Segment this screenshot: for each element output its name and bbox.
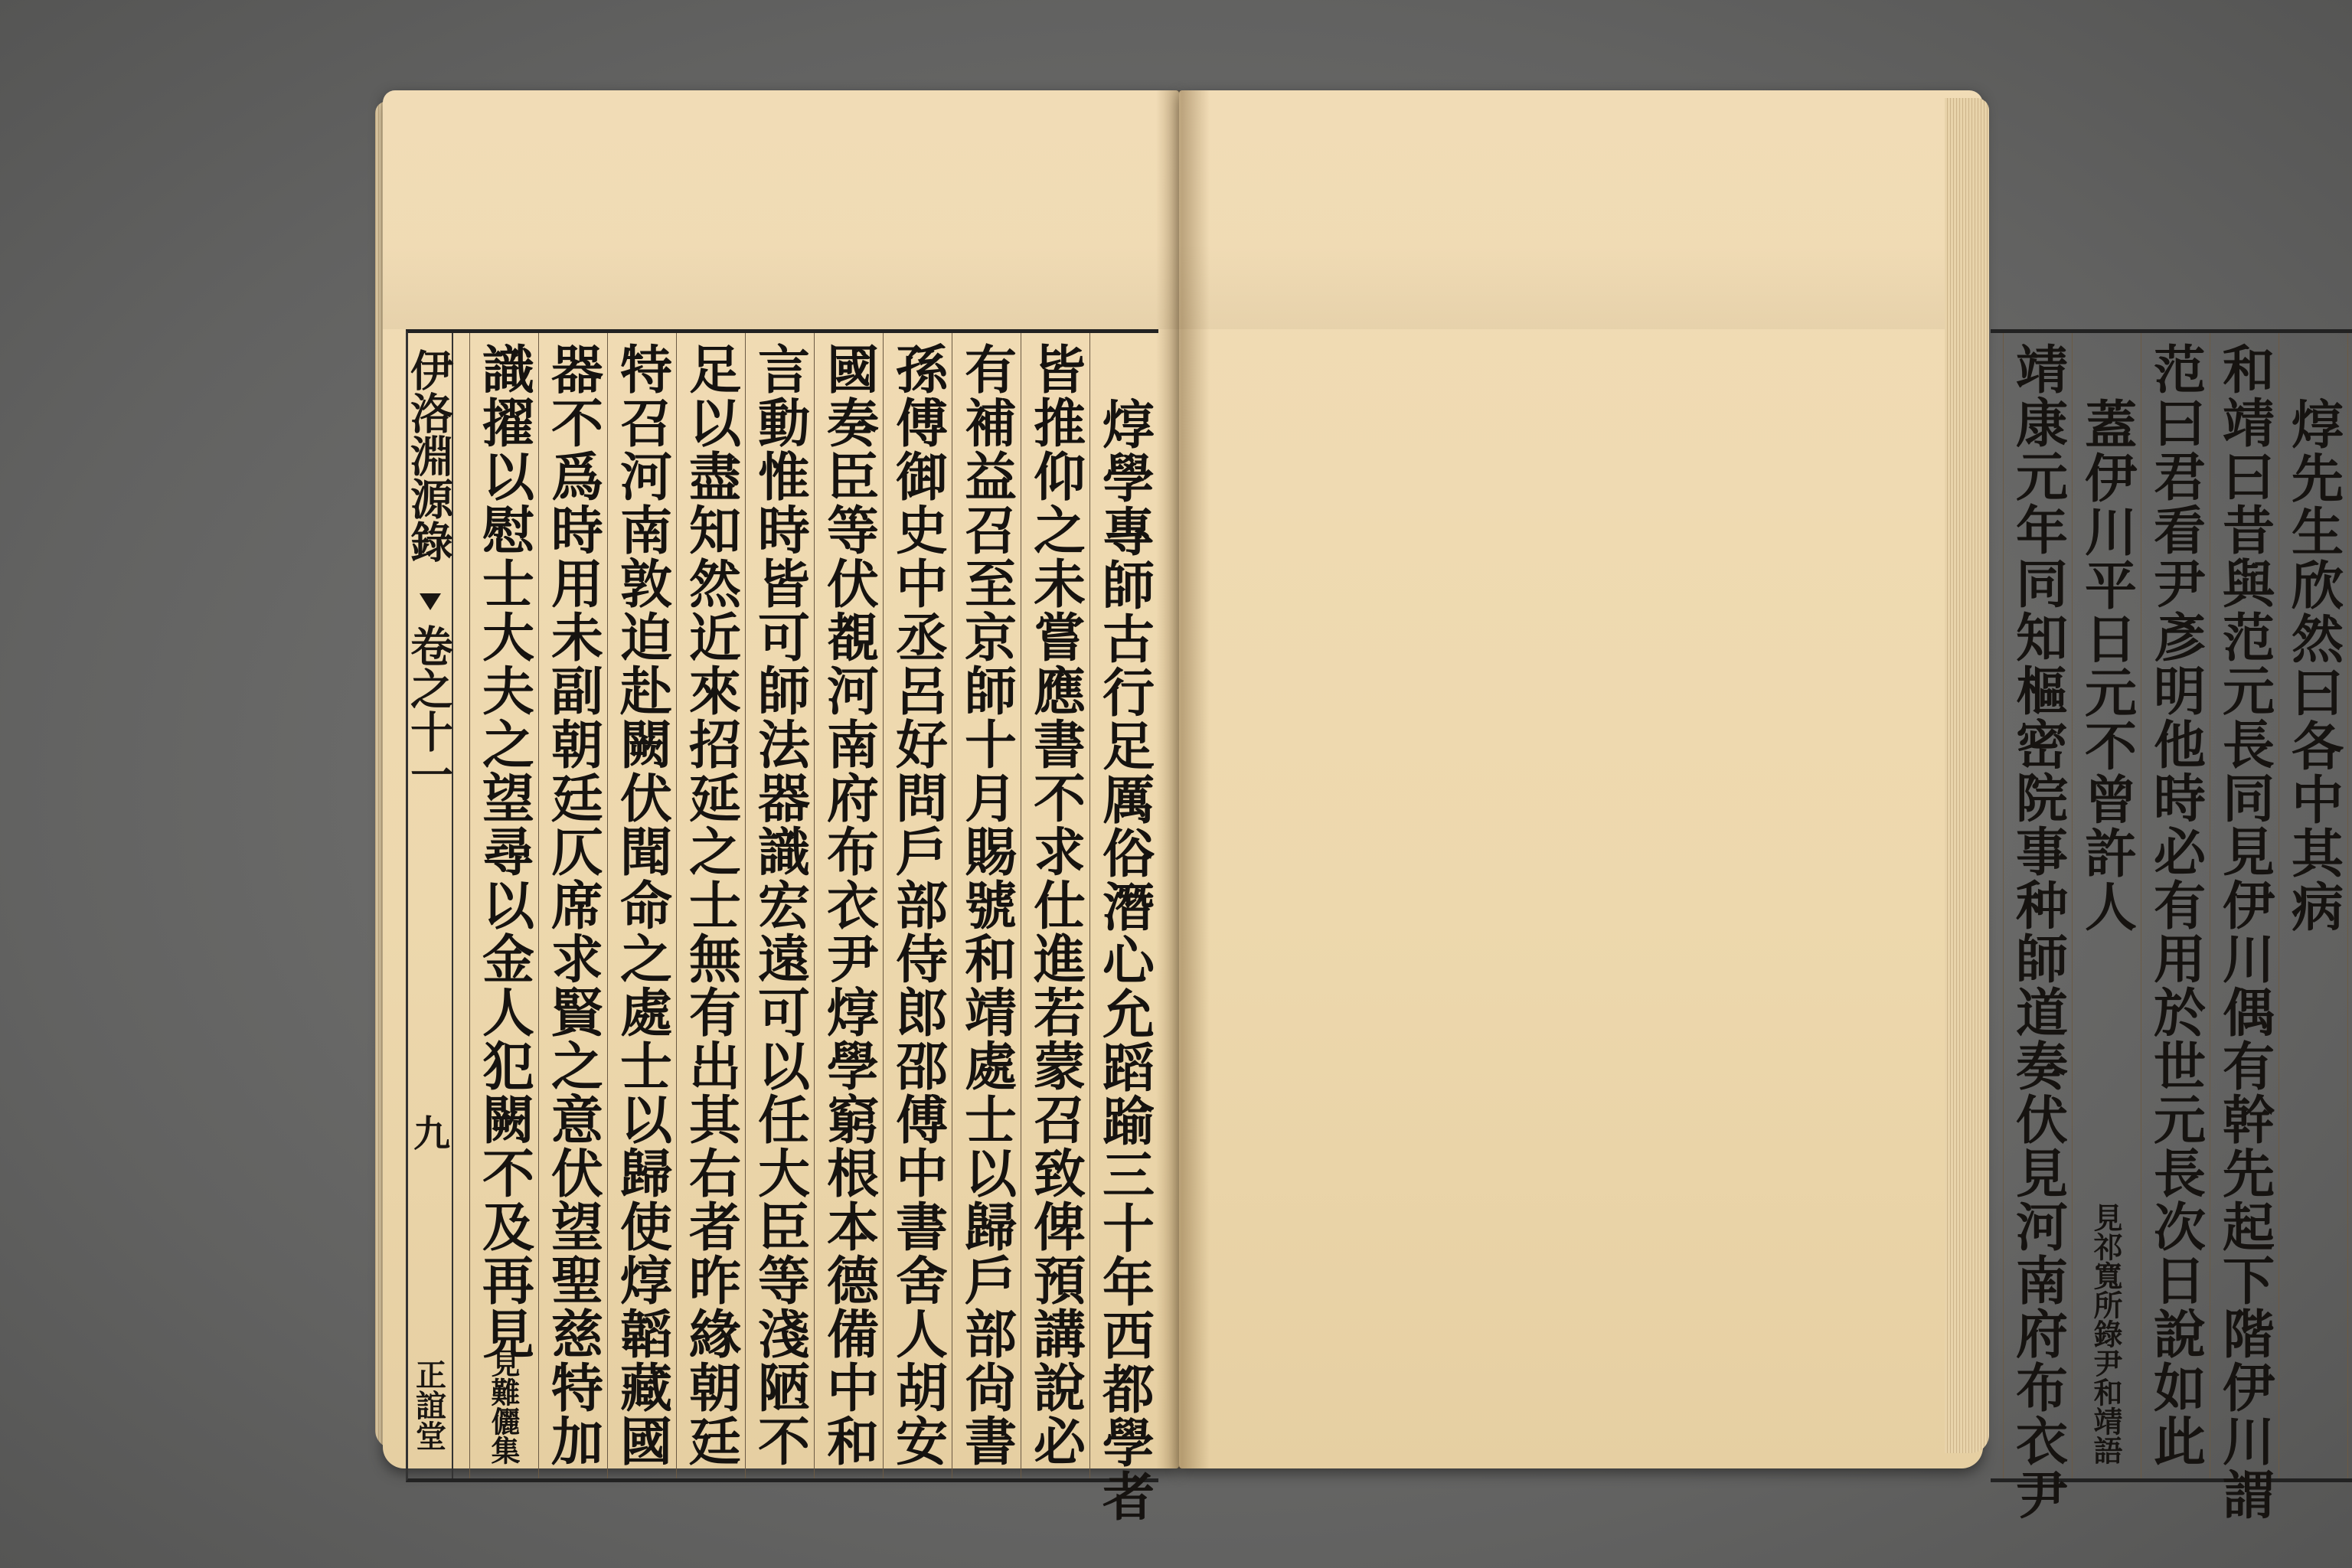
left-column-10 (469, 333, 538, 1478)
left-folio-number: 九 (407, 1114, 450, 1151)
left-column-4 (883, 333, 952, 1478)
right-column-5 (2347, 333, 2352, 1478)
right-column-text: 靖康元年同知樞密院事种師道奏伏見河南府布衣尹 (2007, 342, 2069, 1521)
right-column-annotation: 見祁寬所錄尹和靖語 (2089, 1203, 2123, 1465)
left-column-1 (1089, 333, 1158, 1523)
right-column-text (2349, 342, 2352, 1468)
right-column-8 (2141, 333, 2210, 1478)
left-column-text: 焞學專師古行足厲俗潛心允蹈踰三十年西都學者 (1093, 397, 1155, 1523)
right-column-9 (2072, 333, 2141, 1478)
left-column-text: 言動惟時皆可師法器識宏遠可以任大臣等淺陋不 (749, 342, 811, 1468)
left-column-8 (607, 333, 676, 1478)
right-column-text: 和靖曰昔與范元長同見伊川偶有幹先起下階伊川謂 (2213, 342, 2275, 1521)
left-top-margin (383, 243, 1179, 329)
open-book (383, 90, 2344, 1523)
left-column-text: 國奏臣等伏覩河南府布衣尹焞學窮根本德備中和 (818, 342, 880, 1468)
left-press-name: 正誼堂 (410, 1359, 447, 1451)
right-column-text: 范曰君看尹彥明他時必有用於世元長次日說如此 (2145, 342, 2207, 1468)
left-column-text: 皆推仰之未嘗應書不求仕進若蒙召致俾預講說必 (1024, 342, 1086, 1468)
left-column-text: 足以盡知然近來招延之士無有出其右者昨緣朝廷 (680, 342, 742, 1468)
left-column-annotation: 見難儷集 (486, 1348, 521, 1465)
left-column-2 (1021, 333, 1089, 1478)
left-column-text: 孫傅御史中丞呂好問戶部侍郎邵傅中書舍人胡安 (887, 342, 949, 1468)
right-column-10 (2003, 333, 2072, 1521)
right-column-7 (2210, 333, 2278, 1521)
left-volume-label: 卷之十一 (403, 624, 454, 795)
left-column-text: 識擢以慰士大夫之望尋以金人犯闕不及再見 (473, 342, 535, 1361)
left-fish-tail (420, 593, 441, 610)
left-column-6 (745, 333, 814, 1478)
left-column-9 (538, 333, 607, 1478)
left-banxin (403, 333, 454, 1478)
right-column-text: 蓋伊川平日元不曾許人 (2076, 397, 2138, 933)
left-column-text: 器不爲時用未副朝廷仄席求賢之意伏望聖慈特加 (542, 342, 604, 1468)
right-top-margin (1179, 243, 1983, 329)
right-page (1179, 90, 2344, 1521)
left-book-title: 伊洛淵源錄 (403, 348, 454, 563)
right-page-edges (1945, 98, 1989, 1453)
left-page (383, 90, 1179, 1523)
left-column-text: 有補益召至京師十月賜號和靖處士以歸戶部尙書 (956, 342, 1018, 1468)
right-column-6 (2278, 333, 2347, 1478)
right-column-text: 焞先生欣然曰各中其病 (2282, 397, 2344, 933)
right-text-frame (1991, 329, 2352, 1521)
left-column-7 (676, 333, 745, 1478)
left-column-5 (814, 333, 883, 1478)
left-text-frame (403, 329, 1158, 1523)
left-column-3 (952, 333, 1021, 1478)
left-column-text: 特召河南敦迫赴闕伏聞命之處士以歸使焞韜藏國 (611, 342, 673, 1468)
book-gutter (1156, 90, 1210, 1468)
